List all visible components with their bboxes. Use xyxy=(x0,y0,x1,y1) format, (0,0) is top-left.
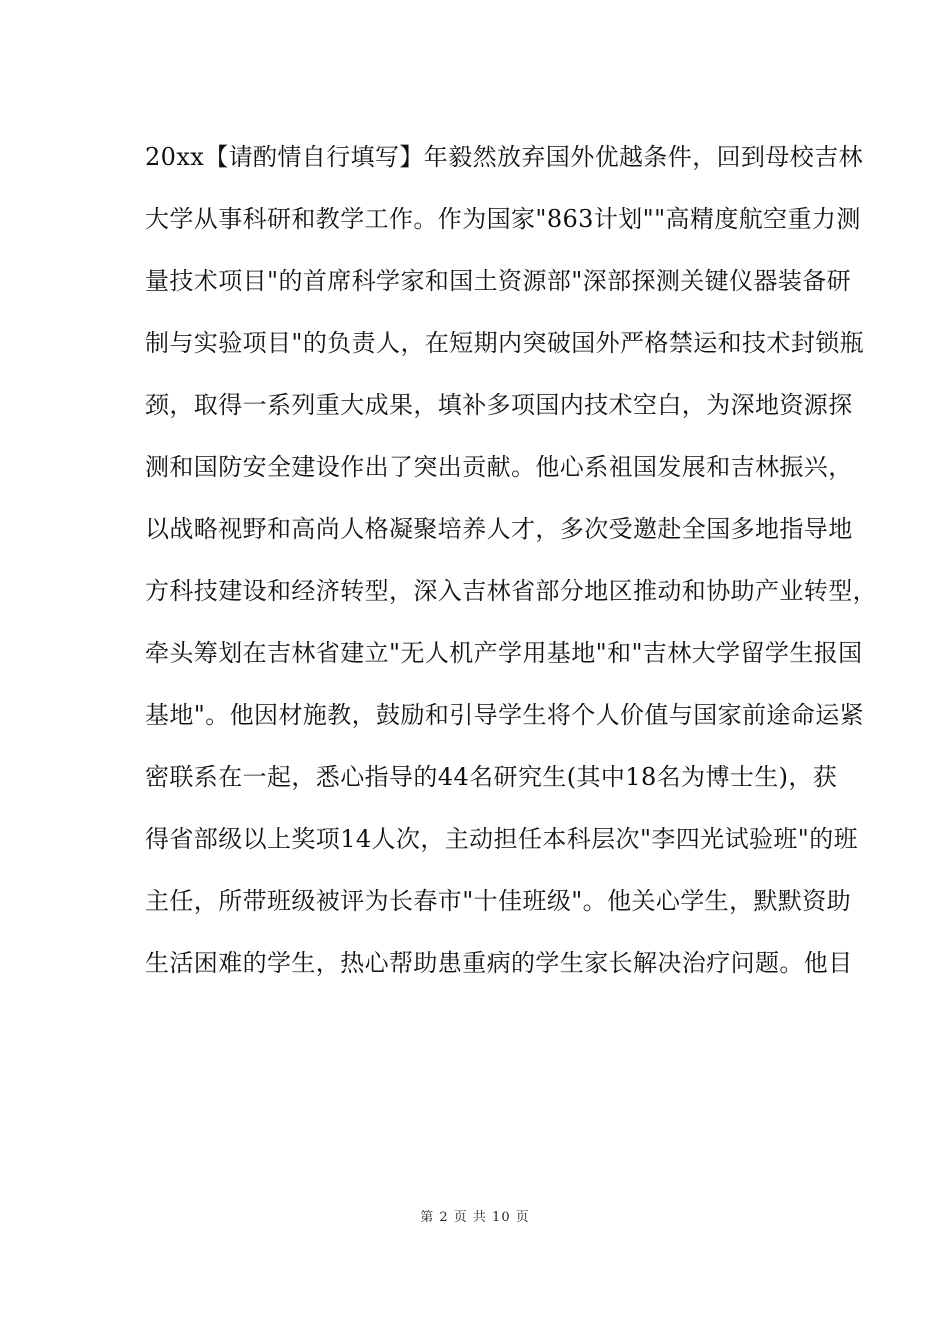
text-line: 牵头筹划在吉林省建立"无人机产学用基地"和"吉林大学留学生报国 xyxy=(145,639,863,667)
text-line: 基地"。他因材施教，鼓励和引导学生将个人价值与国家前途命运紧 xyxy=(145,701,865,729)
text-line: 主任，所带班级被评为长春市"十佳班级"。他关心学生，默默资助 xyxy=(145,887,852,915)
page-number-footer: 第 2 页 共 10 页 xyxy=(420,1210,530,1225)
text-line: 得省部级以上奖项14人次，主动担任本科层次"李四光试验班"的班 xyxy=(145,825,859,853)
body-paragraph xyxy=(145,134,877,1002)
text-line: 以战略视野和高尚人格凝聚培养人才，多次受邀赴全国多地指导地 xyxy=(145,515,853,543)
text-line: 20xx【请酌情自行填写】年毅然放弃国外优越条件，回到母校吉林 xyxy=(145,143,864,171)
text-line: 颈，取得一系列重大成果，填补多项国内技术空白，为深地资源探 xyxy=(145,391,853,419)
text-line: 方科技建设和经济转型，深入吉林省部分地区推动和协助产业转型， xyxy=(145,577,877,605)
text-line: 密联系在一起，悉心指导的44名研究生(其中18名为博士生)，获 xyxy=(145,763,838,791)
text-line: 制与实验项目"的负责人，在短期内突破国外严格禁运和技术封锁瓶 xyxy=(145,329,865,357)
text-line: 测和国防安全建设作出了突出贡献。他心系祖国发展和吉林振兴， xyxy=(145,453,853,481)
text-line: 大学从事科研和教学工作。作为国家"863计划""高精度航空重力测 xyxy=(145,205,861,233)
text-line: 生活困难的学生，热心帮助患重病的学生家长解决治疗问题。他目 xyxy=(145,949,853,977)
text-line: 量技术项目"的首席科学家和国土资源部"深部探测关键仪器装备研 xyxy=(145,267,852,295)
